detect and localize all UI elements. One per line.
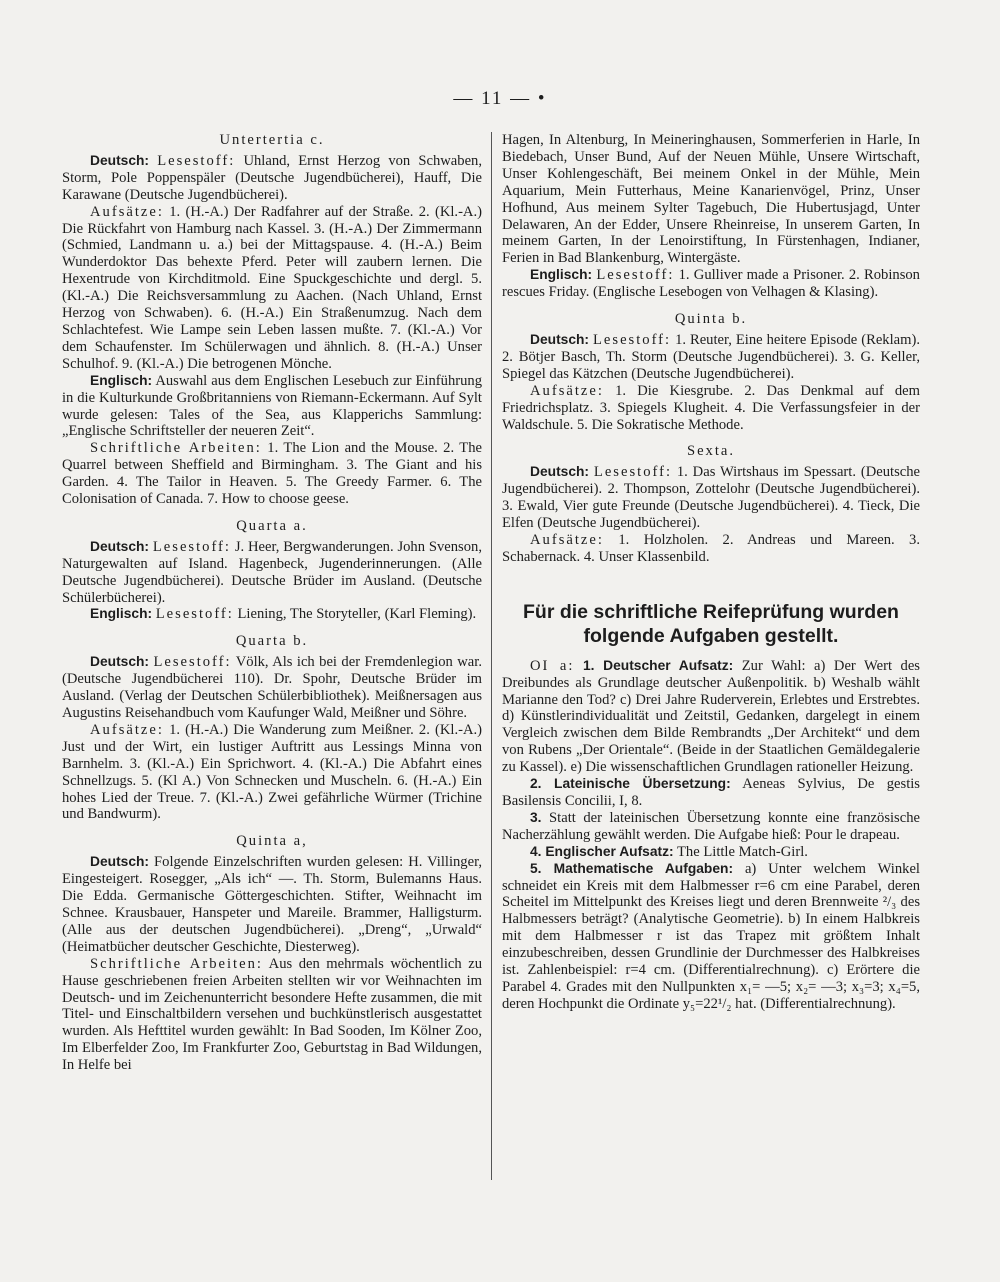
paragraph: 3. Statt der lateinischen Übersetzung konnte eine französische Nacherzählung gewählt werden. Die Aufgabe hieß: Pour le drapeau. [502, 809, 920, 843]
paragraph: Deutsch: Lesestoff: 1. Das Wirtshaus im Spessart. (Deutsche Jugendbücherei). 2. Thompson, Zottelohr (Deutsche Jugendbücherei). 3. Ewald, Vier gute Freunde (Deutsche Jugendbücherei). 4. Tieck, Die Elfen (Deutsche Jugendbücherei). [502, 464, 920, 532]
section-heading-quarta-b: Quarta b. [235, 633, 309, 650]
section-heading-untertertia-c: Untertertia c. [219, 132, 325, 148]
paragraph: Aufsätze: 1. (H.-A.) Der Radfahrer auf der Straße. 2. (Kl.-A.) Die Rückfahrt von Hamburg nach Kassel. 3. (H.-A.) Der Zimmermann (Schmied, Landmann u. a.) bei der Mittagspause. 4. (H.-A.) Beim Wunderdoktor Das behexte Pferd. Peter will zaubern lernen. Die Hexentrude von Kirchditmold. Eine Spuckgeschichte und dergl. 5. (Kl.-A.) Die Reichsversammlung zu Aachen. (Nach Uhland, Ernst Herzog von Schwaben). 6. (H.-A.) Ein Straßenumzug. Nach dem Schlachtefest. Wie Lampe sein Leben lassen mußte. 7. (Kl.-A.) Vor dem Schaufenster. Im Schülerwagen und ähnlich. 8. (H.-A.) Unser Schulhof. 9. (Kl.-A.) Die betrogenen Mönche. [62, 203, 482, 372]
section-heading-quinta-a: Quinta a, [236, 833, 308, 850]
paragraph: Deutsch: Lesestoff: Uhland, Ernst Herzog von Schwaben, Storm, Pole Poppenspäler (Deutsche Jugendbücherei), Hauff, Die Karawane (Deutsche Jugendbücherei). [62, 152, 482, 203]
section-heading-quinta-b: Quinta b. [674, 311, 748, 328]
paragraph: Aufsätze: 1. Holzholen. 2. Andreas und Mareen. 3. Schabernack. 4. Unser Klassenbild. [502, 531, 921, 565]
paragraph: Hagen, In Altenburg, In Meineringhausen, Sommerferien in Harle, In Biedebach, Unser Bund, Auf der Neuen Mühle, Unsere Wirtschaft, Unser Kohlengeschäft, Bei meinem Onkel in der Mühle, Mein Aquarium, Mein Futterhaus, Meine Kanarienvögel, Prinz, Unser Hofhund, Aus meinem Sylter Tagebuch, Die Hubertusjagd, Unter Delawaren, An der Edder, Unsere Rheinreise, In unserem Garten, In meinem Garten, In der Lenoirstiftung, In Fürstenhagen, Indianer, Ferien in Bad Blankenburg, Wintergäste. [502, 132, 920, 267]
paragraph: Schriftliche Arbeiten: Aus den mehrmals wöchentlich zu Hause geschriebenen freien Arbeiten stellten wir vor Weihnachten im Deutsch- und im Zeichenunterricht besondere Hefte zusammen, die mit Titel- und Einschaltbildern versehen und buchkünstlerisch ausgestattet wurden. Als Hefttitel wurden gewählt: In Bad Sooden, Im Kölner Zoo, Im Elberfelder Zoo, Im Frankfurter Zoo, Geburtstag in Bad Wildungen, In Helfe bei [62, 955, 483, 1074]
paragraph: 2. Lateinische Übersetzung: Aeneas Sylvius, De gestis Basilensis Concilii, I, 8. [502, 776, 920, 809]
right-column [502, 132, 920, 1013]
paragraph: Schriftliche Arbeiten: 1. The Lion and the Mouse. 2. The Quarrel between Sheffield and Birmingham. 3. The Giant and his Garden. 4. The Tailor in Heaven. 5. The Greedy Farmer. 6. The Colonisation of Canada. 7. How to choose geese. [62, 440, 482, 508]
left-column [62, 132, 482, 1074]
section-heading-quarta-a: Quarta a. [236, 517, 308, 534]
paragraph: Deutsch: Lesestoff: Völk, Als ich bei der Fremdenlegion war. (Deutsche Jugendbücherei 110). Dr. Spohr, Deutsche Brüder im Ausland. (Verlag der Deutschen Schülerbibliothek). Meißnersagen aus Augustins Reisehandbuch vom Kaufunger Wald, Meißner und Söhre. [62, 654, 482, 721]
paragraph: Englisch: Auswahl aus dem Englischen Lesebuch zur Einführung in die Kulturkunde Großbritanniens von Riemann-Eckermann. Auf Sylt wurde gelesen: Tales of the Sea, aus Klapperichs Sammlung: „Englische Schriftsteller der neueren Zeit“. [62, 372, 482, 440]
reifepruefung-heading: Für die schriftliche Reifeprüfung wurden folgende Aufgaben gestellt. [523, 600, 899, 647]
paragraph: Englisch: Lesestoff: 1. Gulliver made a Prisoner. 2. Robinson rescues Friday. (Englische Lesebogen von Velhagen & Klasing). [502, 267, 920, 301]
section-heading-sexta: Sexta. [686, 443, 736, 460]
paragraph: 4. Englischer Aufsatz: The Little Match-Girl. [530, 843, 808, 860]
paragraph: Englisch: Lesestoff: Liening, The Storyteller, (Karl Fleming). [90, 606, 477, 623]
paragraph: OI a: 1. Deutscher Aufsatz: Zur Wahl: a) Der Wert des Dreibundes als Grundlage deutscher Außenpolitik. b) Weshalb wählt Marianne den Tod? c) Drei Jahre Ruderverein, Erlebtes und Erstrebtes. d) Künstlerindividualität und Zeitstil, Gedanken, dargelegt in einem Vergleich zwischen dem Bilde Rembrandts „Der Architekt“ und dem von Rubens „Der Orientale“. (Beide in der Staatlichen Gemäldegalerie zu Kassel). e) Die wissenschaftlichen Grundlagen rationeller Heizung. [502, 657, 920, 776]
column-divider [491, 132, 492, 1180]
paragraph: 5. Mathematische Aufgaben: a) Unter welchem Winkel schneidet ein Kreis mit dem Halbmesser r=6 cm eine Parabel, deren Scheitel im Mittelpunkt des Kreises liegt und deren Brennweite ²/₃ des Halbmessers beträgt? (Analytische Geometrie). b) In einem Halbkreis mit dem Halbmesser r ist das Trapez mit größtem Inhalt einzubeschreiben, dessen Grundlinie der Durchmesser des Halbkreises ist. Zahlenbeispiel: r=4 cm. (Differentialrechnung). c) Erörtere die Parabel 4. Grades mit den Nullpunkten x₁= —5; x₂= —3; x₃=3; x₄=5, deren Hochpunkt die Ordinate y₅=22¹/₂ hat. (Differentialrechnung). [502, 860, 920, 1012]
paragraph: Aufsätze: 1. Die Kiesgrube. 2. Das Denkmal auf dem Friedrichsplatz. 3. Spiegels Klugheit. 4. Die Verfassungsfeier in der Waldschule. 5. Die Sokratische Methode. [502, 382, 921, 433]
page-number: — 11 — • [453, 88, 547, 109]
paragraph: Deutsch: Folgende Einzelschriften wurden gelesen: H. Villinger, Eingesteigert. Rosegger, „Als ich“ —. Th. Storm, Bulemanns Haus. Die Edda. Germanische Göttergeschichten. Stifter, Weihnacht im Schnee. Krausbauer, Hanspeter und Mareile. Brammer, Halligsturm. (Alle aus der deutschen Jugendbücherei). „Dreng“, „Urwald“ (Heimatbücher deutscher Geschichte, Diesterweg). [62, 854, 482, 955]
paragraph: Deutsch: Lesestoff: 1. Reuter, Eine heitere Episode (Reklam). 2. Bötjer Basch, Th. Storm (Deutsche Jugendbücherei). 3. G. Keller, Spiegel das Kätzchen (Deutsche Jugendbücherei). [502, 331, 920, 382]
paragraph: Aufsätze: 1. (H.-A.) Die Wanderung zum Meißner. 2. (Kl.-A.) Just und der Wirt, ein lustiger Auftritt aus Lessings Minna von Barnhelm. 3. (Kl.-A.) Ein Sprichwort. 4. (Kl.-A.) Die Abfahrt eines Schnellzugs. 5. (Kl A.) Von Schnecken und Muscheln. 6. (H.-A.) Ein hohes Lied der Treue. 7. (Kl.-A.) Zwei gefährliche Würmer (Trichine und Bandwurm). [62, 721, 482, 823]
paragraph: Deutsch: Lesestoff: J. Heer, Bergwanderungen. John Svenson, Naturgewalten auf Island. Hagenbeck, Jugenderinnerungen. (Alle Deutsche Jugendbücherei). Deutsche Brüder im Ausland. (Deutsche Schülerbücherei). [62, 538, 482, 606]
